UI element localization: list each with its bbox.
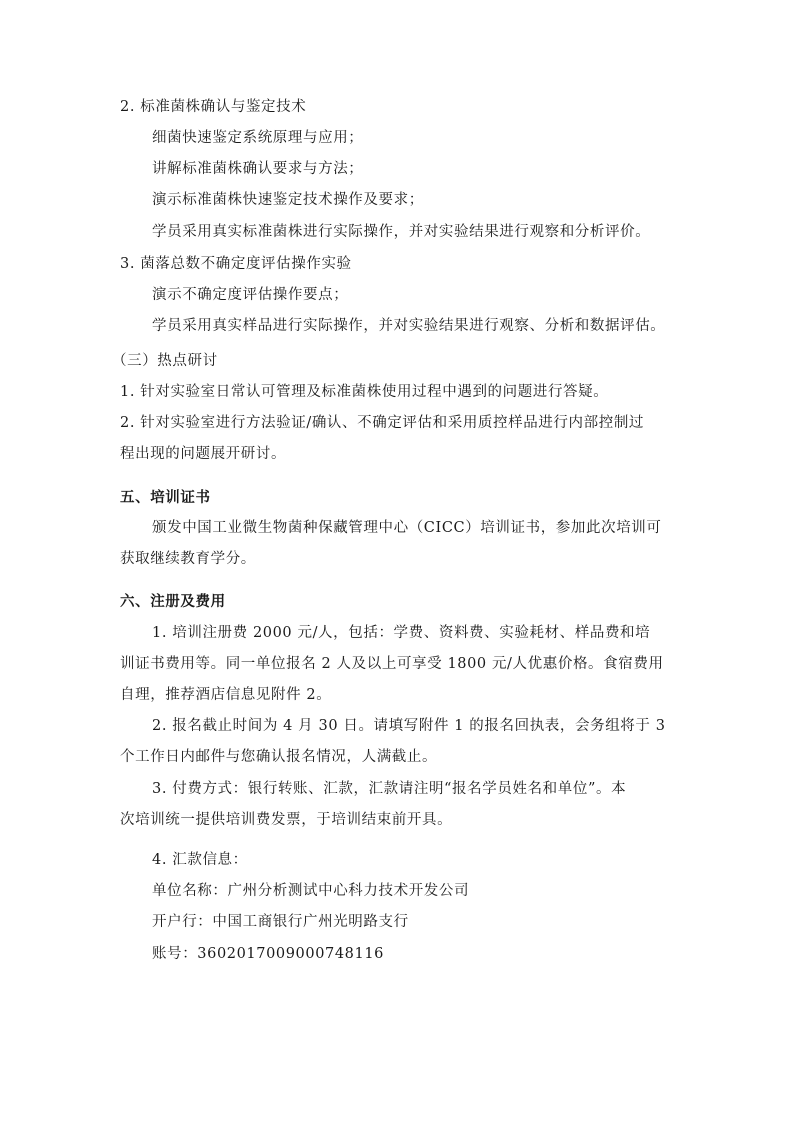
text-line: 1. 针对实验室日常认可管理及标准菌株使用过程中遇到的问题进行答疑。 xyxy=(120,384,609,400)
text-line: 个工作日内邮件与您确认报名情况，人满截止。 xyxy=(120,749,438,765)
text-line: 颁发中国工业微生物菌种保藏管理中心（CICC）培训证书，参加此次培训可 xyxy=(152,520,662,536)
account-number: 账号：3602017009000748116 xyxy=(152,946,384,962)
section-heading-registration: 六、注册及费用 xyxy=(120,594,226,610)
text-line: 4. 汇款信息： xyxy=(152,852,248,868)
text-line: 演示标准菌株快速鉴定技术操作及要求； xyxy=(152,192,424,208)
item-title-strain-identification: 2. 标准菌株确认与鉴定技术 xyxy=(120,99,307,115)
text-line: 2. 报名截止时间为 4 月 30 日。请填写附件 1 的报名回执表，会务组将于 3 xyxy=(152,718,666,734)
text-line: 自理，推荐酒店信息见附件 2。 xyxy=(120,687,332,703)
bank-name: 开户行：中国工商银行广州光明路支行 xyxy=(152,914,409,930)
text-line: 1. 培训注册费 2000 元/人，包括：学费、资料费、实验耗材、样品费和培 xyxy=(152,625,651,641)
text-line: 训证书费用等。同一单位报名 2 人及以上可享受 1800 元/人优惠价格。食宿费用 xyxy=(120,656,664,672)
text-line: 2. 针对实验室进行方法验证/确认、不确定评估和采用质控样品进行内部控制过 xyxy=(120,415,645,431)
text-line: 学员采用真实样品进行实际操作，并对实验结果进行观察、分析和数据评估。 xyxy=(152,318,666,334)
text-line: 讲解标准菌株确认要求与方法； xyxy=(152,161,364,177)
payee-name: 单位名称：广州分析测试中心科力技术开发公司 xyxy=(152,883,470,899)
text-line: 3. 付费方式：银行转账、汇款，汇款请注明“报名学员姓名和单位”。本 xyxy=(152,781,627,797)
text-line: 细菌快速鉴定系统原理与应用； xyxy=(152,130,364,146)
item-title-uncertainty: 3. 菌落总数不确定度评估操作实验 xyxy=(120,256,352,272)
section-heading-certificate: 五、培训证书 xyxy=(120,490,211,506)
text-line: 学员采用真实标准菌株进行实际操作，并对实验结果进行观察和分析评价。 xyxy=(152,224,651,240)
text-line: 程出现的问题展开研讨。 xyxy=(120,446,287,462)
subsection-title-hot-topics: （三）热点研讨 xyxy=(112,353,218,369)
text-line: 演示不确定度评估操作要点； xyxy=(152,287,349,303)
text-line: 获取继续教育学分。 xyxy=(120,551,256,567)
text-line: 次培训统一提供培训费发票，于培训结束前开具。 xyxy=(120,812,453,828)
